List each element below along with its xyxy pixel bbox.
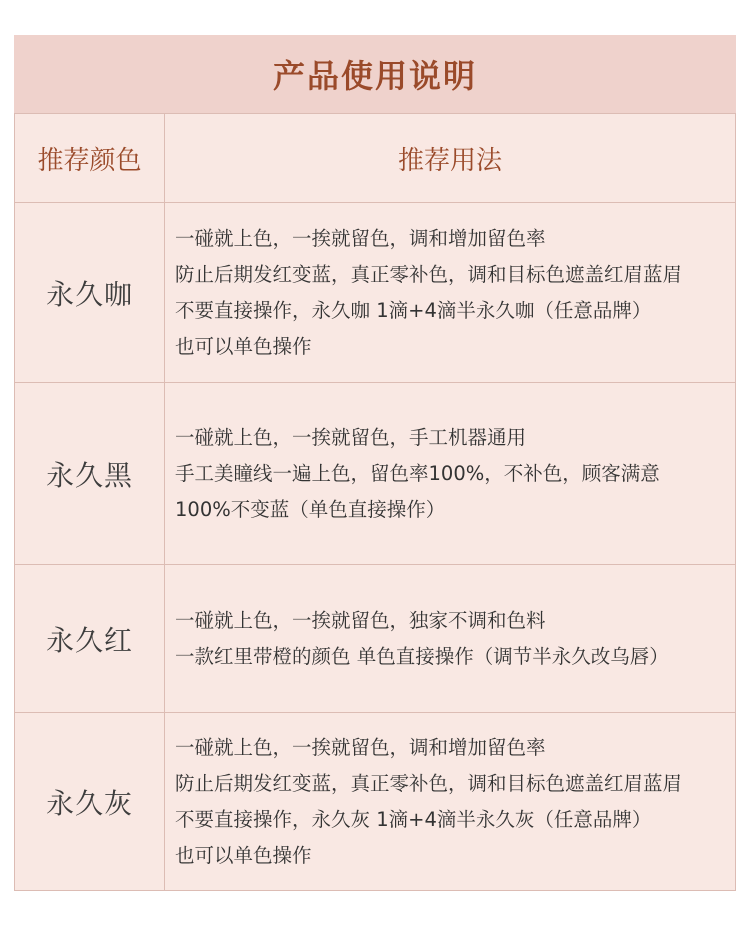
usage-cell <box>165 383 735 564</box>
color-name: 永久灰 <box>45 786 133 820</box>
header-cell-usage <box>165 114 735 202</box>
color-name: 永久红 <box>45 623 133 657</box>
usage-line: 也可以单色操作 <box>175 334 312 358</box>
color-cell <box>15 383 165 564</box>
usage-cell <box>165 713 735 890</box>
color-cell <box>15 565 165 712</box>
usage-cell <box>165 565 735 712</box>
usage-line: 防止后期发红变蓝，真正零补色，调和目标色遮盖红眉蓝眉 <box>175 262 683 286</box>
usage-line: 防止后期发红变蓝，真正零补色，调和目标色遮盖红眉蓝眉 <box>175 771 683 795</box>
table-body <box>14 114 736 891</box>
header-color-label: 推荐颜色 <box>37 145 142 176</box>
usage-line: 一碰就上色，一挨就留色，调和增加留色率 <box>175 735 546 759</box>
usage-table <box>14 35 736 891</box>
color-cell <box>15 713 165 890</box>
usage-line: 一碰就上色，一挨就留色，独家不调和色料 <box>175 608 546 632</box>
header-cell-color <box>15 114 165 202</box>
table-row <box>15 203 735 383</box>
usage-line: 手工美瞳线一遍上色，留色率100%，不补色，顾客满意 <box>175 461 660 485</box>
table-header-row <box>15 114 735 203</box>
usage-line: 一款红里带橙的颜色 单色直接操作（调节半永久改乌唇） <box>175 644 669 668</box>
usage-line: 100%不变蓝（单色直接操作） <box>175 497 446 521</box>
color-name: 永久咖 <box>45 277 133 311</box>
usage-line: 一碰就上色，一挨就留色，调和增加留色率 <box>175 226 546 250</box>
table-row <box>15 565 735 713</box>
page-title: 产品使用说明 <box>272 57 477 95</box>
color-cell <box>15 203 165 382</box>
table-row <box>15 383 735 565</box>
color-name: 永久黑 <box>45 458 133 492</box>
title-bar <box>14 35 736 114</box>
usage-line: 一碰就上色，一挨就留色，手工机器通用 <box>175 425 527 449</box>
table-row <box>15 713 735 891</box>
usage-line: 也可以单色操作 <box>175 843 312 867</box>
header-usage-label: 推荐用法 <box>397 145 502 176</box>
usage-cell <box>165 203 735 382</box>
usage-line: 不要直接操作，永久灰 1滴+4滴半永久灰（任意品牌） <box>175 807 652 831</box>
usage-line: 不要直接操作，永久咖 1滴+4滴半永久咖（任意品牌） <box>175 298 652 322</box>
